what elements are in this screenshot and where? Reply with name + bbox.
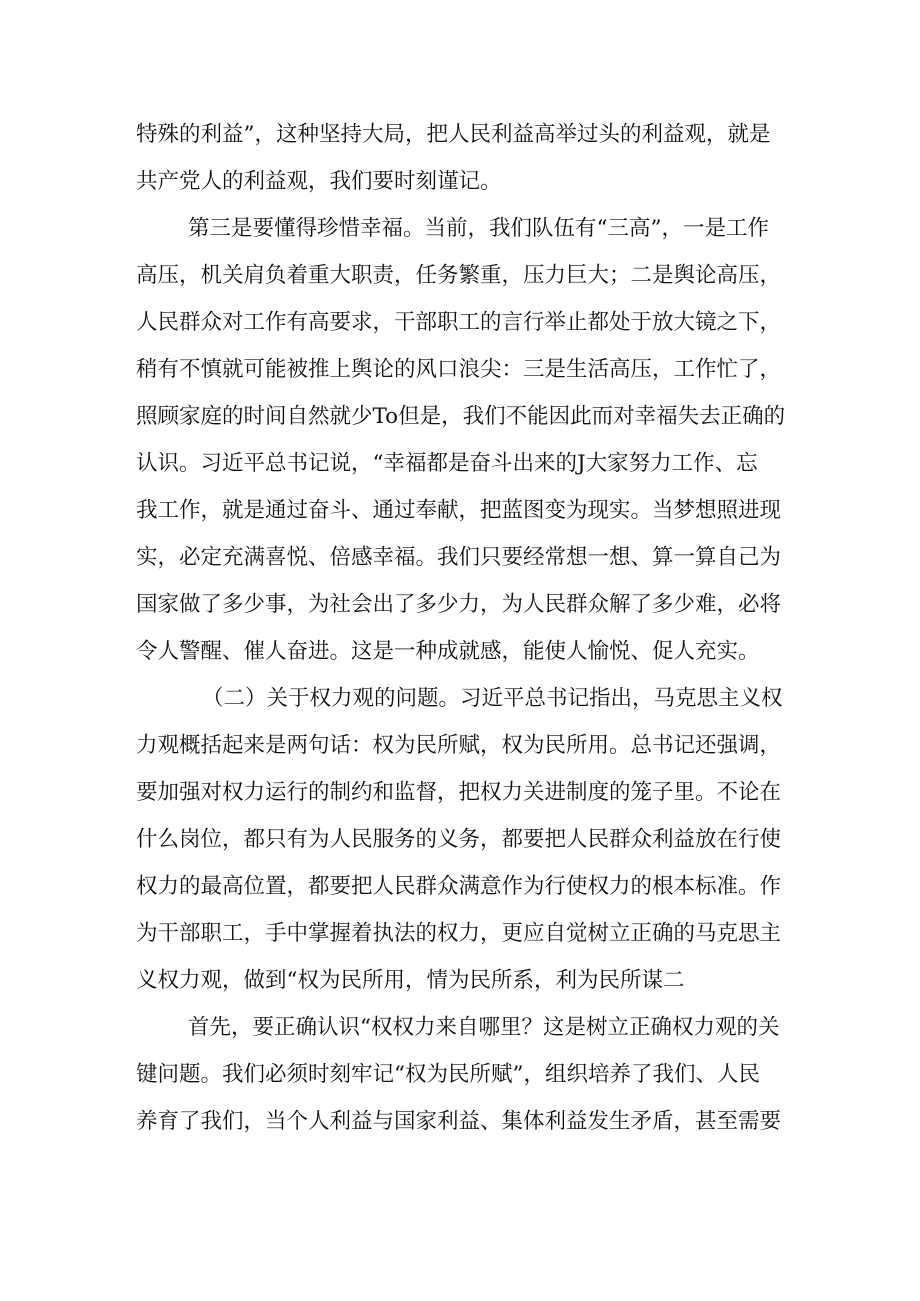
text-line: 令人警醒、催人奋进。这是一种成就感，能使人愉悦、促人充实。: [136, 639, 760, 664]
text-line: 力观概括起来是两句话：权为民所赋，权为民所用。总书记还强调，: [136, 733, 782, 758]
section-heading-line: （二）关于权力观的问题。习近平总书记指出，马克思主义权: [202, 686, 783, 711]
text-line: 什么岗位，都只有为人民服务的义务，都要把人民群众利益放在行使: [136, 827, 782, 852]
text-line: 养育了我们，当个人利益与国家利益、集体利益发生矛盾，甚至需要: [136, 1109, 782, 1134]
text-line: 义权力观，做到“权为民所用，情为民所系，利为民所谋二: [136, 968, 685, 993]
text-line: 共产党人的利益观，我们要时刻谨记。: [136, 169, 502, 194]
paragraph-first-line: 第三是要懂得珍惜幸福。当前，我们队伍有“三高”，一是工作: [188, 216, 769, 241]
text-line: 稍有不慎就可能被推上舆论的风口浪尖：三是生活高压，工作忙了，: [136, 357, 782, 382]
text-line: 国家做了多少事，为社会出了多少力，为人民群众解了多少难，必将: [136, 592, 782, 617]
text-line: 键问题。我们必须时刻牢记“权为民所赋”，组织培养了我们、人民: [136, 1062, 760, 1087]
text-line: 照顾家庭的时间自然就少To但是，我们不能因此而对幸福失去正确的: [136, 404, 786, 429]
text-line: 人民群众对工作有高要求，干部职工的言行举止都处于放大镜之下，: [136, 310, 782, 335]
text-line: 要加强对权力运行的制约和监督，把权力关进制度的笼子里。不论在: [136, 780, 782, 805]
body-text: [136, 111, 786, 1145]
text-line: 高压，机关肩负着重大职责，任务繁重，压力巨大；二是舆论高压，: [136, 263, 782, 288]
text-line: 特殊的利益”，这种坚持大局，把人民利益高举过头的利益观，就是: [136, 122, 771, 147]
text-line: 认识。习近平总书记说，“幸福都是奋斗出来的J大家努力工作、忘: [136, 451, 758, 476]
text-line: 实，必定充满喜悦、倍感幸福。我们只要经常想一想、算一算自己为: [136, 545, 782, 570]
text-line: 权力的最高位置，都要把人民群众满意作为行使权力的根本标准。作: [136, 874, 782, 899]
text-line: 为干部职工，手中掌握着执法的权力，更应自觉树立正确的马克思主: [136, 921, 782, 946]
paragraph-first-line: 首先，要正确认识“权权力来自哪里？这是树立正确权力观的关: [188, 1015, 780, 1040]
text-line: 我工作，就是通过奋斗、通过奉献，把蓝图变为现实。当梦想照进现: [136, 498, 782, 523]
